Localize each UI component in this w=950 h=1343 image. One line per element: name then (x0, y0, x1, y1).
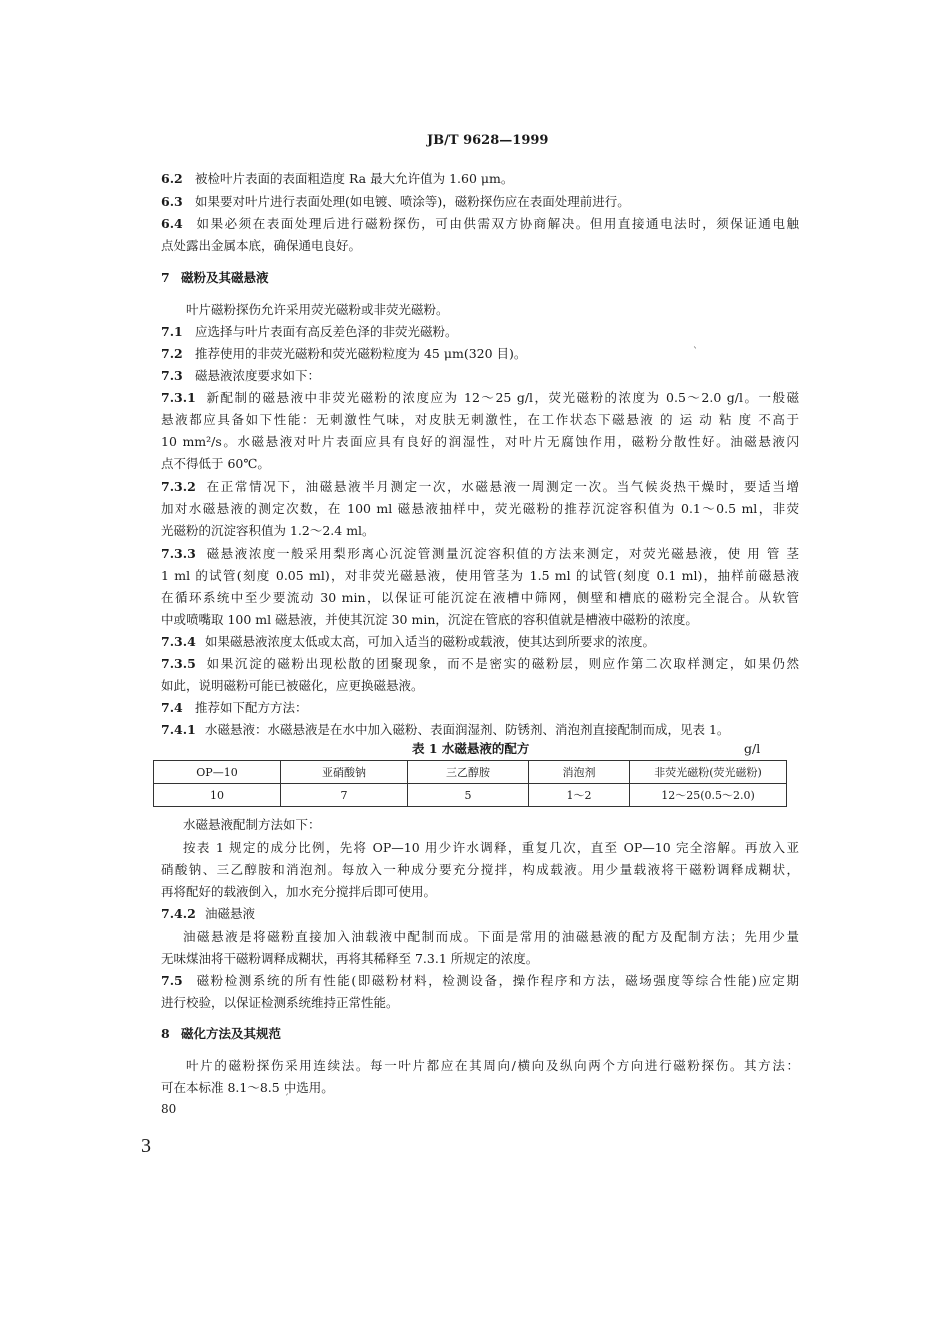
section-7-heading (161, 270, 269, 286)
clause-text: 磁悬液浓度要求如下： (195, 368, 321, 383)
scan-speck: ˊ (284, 1094, 289, 1105)
oil-l1: 油磁悬液是将磁粉直接加入油载液中配制而成。下面是常用的油磁悬液的配方及配制方法；先用少量 (183, 929, 799, 944)
clause-text: 如果磁悬液浓度太低或太高，可加入适当的磁粉或载液，使其达到所要求的浓度。 (205, 634, 656, 649)
prep-title: 水磁悬液配制方法如下： (183, 817, 321, 832)
clause-number: 7.4.2 (161, 906, 196, 921)
clause-7-3-1 (161, 390, 799, 406)
table-header-cell: OP—10 (154, 761, 281, 784)
section-8-intro-l1: 叶片的磁粉探伤采用连续法。每一叶片都应在其周向/横向及纵向两个方向进行磁粉探伤。其方法： (186, 1058, 799, 1073)
section-8-heading (161, 1026, 281, 1042)
clause-number: 7.3.1 (161, 390, 196, 405)
clause-7-2 (161, 346, 526, 362)
clause-text: 被检叶片表面的表面粗造度 Ra 最大允许值为 1.60 μm。 (195, 171, 514, 186)
clause-text: 如果必须在表面处理后进行磁粉探伤，可由供需双方协商解决。但用直接通电法时，须保证通电触 (195, 216, 799, 231)
clause-6-2 (161, 171, 513, 187)
clause-7-5-l2: 进行校验，以保证检测系统维持正常性能。 (161, 995, 399, 1010)
table-header-cell: 非荧光磁粉(荧光磁粉) (630, 761, 787, 784)
clause-number: 6.4 (161, 216, 183, 231)
clause-7-3-1-l3: 10 mm²/s。水磁悬液对叶片表面应具有良好的润湿性，对叶片无腐蚀作用，磁粉分散性好。油磁悬液闪 (161, 434, 799, 449)
clause-7-3 (161, 368, 320, 384)
clause-6-4-cont: 点处露出金属本底，确保通电良好。 (161, 238, 362, 253)
clause-7-4-2 (161, 906, 255, 922)
section-7-intro: 叶片磁粉探伤允许采用荧光磁粉或非荧光磁粉。 (186, 302, 449, 317)
clause-7-3-3-l4: 中或喷嘴取 100 ml 磁悬液，并使其沉淀 30 min，沉淀在管底的容积值就是槽液中磁粉的浓度。 (161, 612, 698, 627)
clause-7-3-5 (161, 656, 799, 672)
clause-text: 油磁悬液 (205, 906, 256, 921)
clause-7-3-2 (161, 479, 799, 495)
clause-7-3-1-l2: 悬液都应具备如下性能：无刺激性气味，对皮肤无刺激性，在工作状态下磁悬液 的 运 动 粘 度 不高于 (161, 412, 799, 427)
clause-text: 如果要对叶片进行表面处理(如电镀、喷涂等)，磁粉探伤应在表面处理前进行。 (195, 194, 630, 209)
clause-number: 7.4.1 (161, 722, 196, 737)
clause-7-1 (161, 324, 458, 340)
side-page-number: 3 (141, 1135, 151, 1157)
table-cell: 7 (281, 784, 408, 807)
clause-number: 7.1 (161, 324, 183, 339)
section-number: 7 (161, 270, 170, 285)
scan-speck: ˋ (693, 347, 698, 358)
clause-text: 新配制的磁悬液中非荧光磁粉的浓度应为 12～25 g/l，荧光磁粉的浓度为 0.5～2.0 g/l。一般磁 (205, 390, 799, 405)
clause-6-3 (161, 194, 630, 210)
standard-header: JB/T 9628—1999 (427, 133, 549, 148)
table-cell: 5 (408, 784, 529, 807)
table-1 (153, 760, 787, 807)
section-8-intro-l2: 可在本标准 8.1～8.5 中选用。 (161, 1080, 334, 1095)
page-number: 80 (161, 1102, 177, 1116)
clause-7-3-3 (161, 546, 799, 562)
section-title: 磁化方法及其规范 (181, 1026, 282, 1041)
clause-6-4 (161, 216, 799, 232)
clause-text: 在正常情况下，油磁悬液半月测定一次，水磁悬液一周测定一次。当气候炎热干燥时，要适当增 (205, 479, 799, 494)
section-title: 磁粉及其磁悬液 (181, 270, 269, 285)
clause-number: 7.4 (161, 700, 183, 715)
table-header-cell: 亚硝酸钠 (281, 761, 408, 784)
clause-7-3-2-l3: 光磁粉的沉淀容积值为 1.2～2.4 ml。 (161, 523, 375, 538)
clause-text: 磁粉检测系统的所有性能(即磁粉材料，检测设备，操作程序和方法，磁场强度等综合性能)应定期 (195, 973, 799, 988)
clause-text: 如果沉淀的磁粉出现松散的团聚现象，而不是密实的磁粉层，则应作第二次取样测定，如果仍然 (205, 656, 799, 671)
clause-number: 6.2 (161, 171, 183, 186)
clause-number: 6.3 (161, 194, 183, 209)
clause-7-5 (161, 973, 799, 989)
table-cell: 12～25(0.5～2.0) (630, 784, 787, 807)
clause-number: 7.5 (161, 973, 183, 988)
table-header-cell: 三乙醇胺 (408, 761, 529, 784)
table-header-cell: 消泡剂 (529, 761, 630, 784)
clause-number: 7.3.4 (161, 634, 196, 649)
clause-7-4-1 (161, 722, 729, 738)
prep-l3: 再将配好的载液倒入，加水充分搅拌后即可使用。 (161, 884, 437, 899)
clause-7-4 (161, 700, 308, 716)
table-1-unit: g/l (744, 741, 761, 756)
clause-text: 水磁悬液：水磁悬液是在水中加入磁粉、表面润湿剂、防锈剂、消泡剂直接配制而成，见表 1。 (205, 722, 730, 737)
clause-7-3-4 (161, 634, 655, 650)
oil-l2: 无味煤油将干磁粉调释成糊状，再将其稀释至 7.3.1 所规定的浓度。 (161, 951, 539, 966)
section-number: 8 (161, 1026, 170, 1041)
table-row (154, 784, 787, 807)
clause-number: 7.3.3 (161, 546, 196, 561)
clause-7-3-1-l4: 点不得低于 60℃。 (161, 456, 270, 471)
prep-l1: 按表 1 规定的成分比例，先将 OP—10 用少许水调释，重复几次，直至 OP—10 完全溶解。再放入亚 (183, 840, 799, 855)
clause-7-3-3-l2: 1 ml 的试管(刻度 0.05 ml)，对非荧光磁悬液，使用管茎为 1.5 ml 的试管(刻度 0.1 ml)，抽样前磁悬液 (161, 568, 799, 583)
clause-number: 7.3.5 (161, 656, 196, 671)
clause-7-3-2-l2: 加对水磁悬液的测定次数，在 100 ml 磁悬液抽样中，荧光磁粉的推荐沉淀容积值为 0.1～0.5 ml，非荧 (161, 501, 799, 516)
table-header-row (154, 761, 787, 784)
clause-7-3-5-l2: 如此，说明磁粉可能已被磁化，应更换磁悬液。 (161, 678, 424, 693)
clause-text: 应选择与叶片表面有高反差色泽的非荧光磁粉。 (195, 324, 458, 339)
clause-number: 7.3 (161, 368, 183, 383)
prep-l2: 硝酸钠、三乙醇胺和消泡剂。每放入一种成分要充分搅拌，构成载液。用少量载液将干磁粉调释成糊状， (161, 862, 799, 877)
table-cell: 1～2 (529, 784, 630, 807)
clause-text: 磁悬液浓度一般采用梨形离心沉淀管测量沉淀容积值的方法来测定，对荧光磁悬液，使 用 管 茎 (205, 546, 799, 561)
clause-7-3-3-l3: 在循环系统中至少要流动 30 min，以保证可能沉淀在液槽中筛网，侧壁和槽底的磁粉完全混合。从软管 (161, 590, 799, 605)
clause-text: 推荐使用的非荧光磁粉和荧光磁粉粒度为 45 μm(320 目)。 (195, 346, 527, 361)
table-cell: 10 (154, 784, 281, 807)
clause-number: 7.3.2 (161, 479, 196, 494)
table-1-caption: 表 1 水磁悬液的配方 (412, 741, 530, 756)
clause-number: 7.2 (161, 346, 183, 361)
clause-text: 推荐如下配方方法： (195, 700, 308, 715)
